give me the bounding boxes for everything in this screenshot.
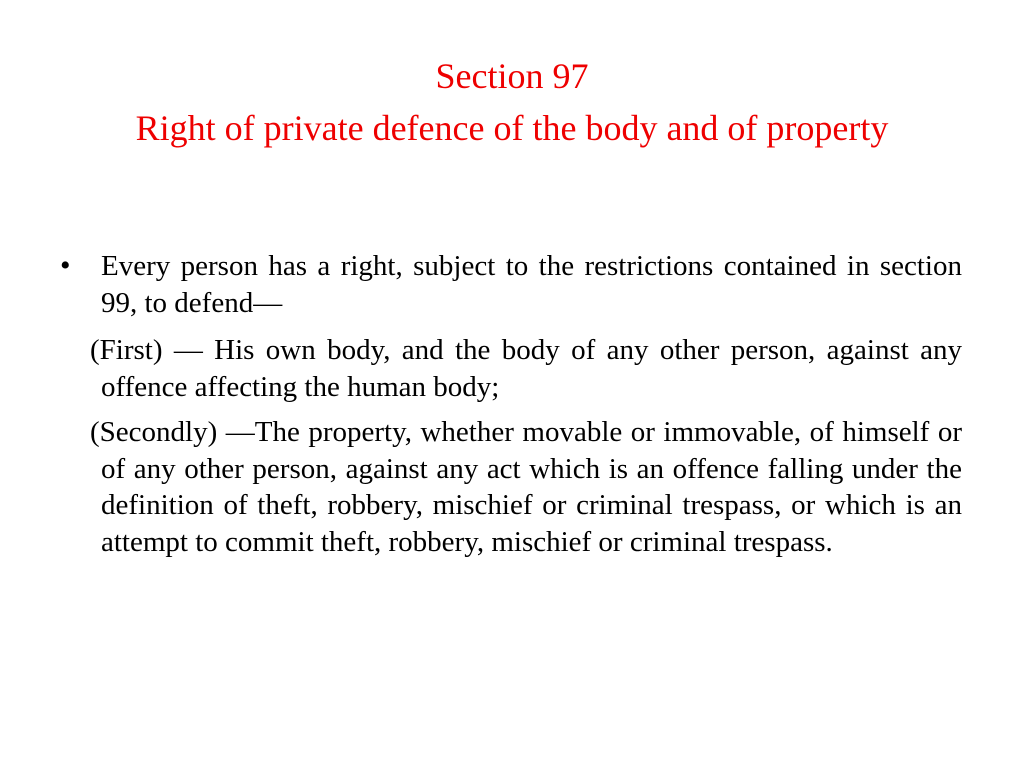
slide-title	[0, 50, 1024, 154]
section-number-heading: Section 97	[435, 56, 589, 96]
section-title-heading: Right of private defence of the body and of property	[135, 108, 889, 148]
bullet-text: Every person has a right, subject to the restrictions contained in section 99, to defend—	[101, 250, 962, 319]
sub-item-first: (First) — His own body, and the body of any other person, against any offence affecting the human body;	[90, 334, 962, 403]
bullet-dot-icon: •	[60, 249, 71, 282]
sub-item-secondly: (Secondly) —The property, whether movable or immovable, of himself or of any other person, against any act which is an offence falling under the definition of theft, robbery, mischief or criminal trespass, or which is an attempt to commit theft, robbery, mischief or criminal trespass.	[90, 416, 962, 558]
